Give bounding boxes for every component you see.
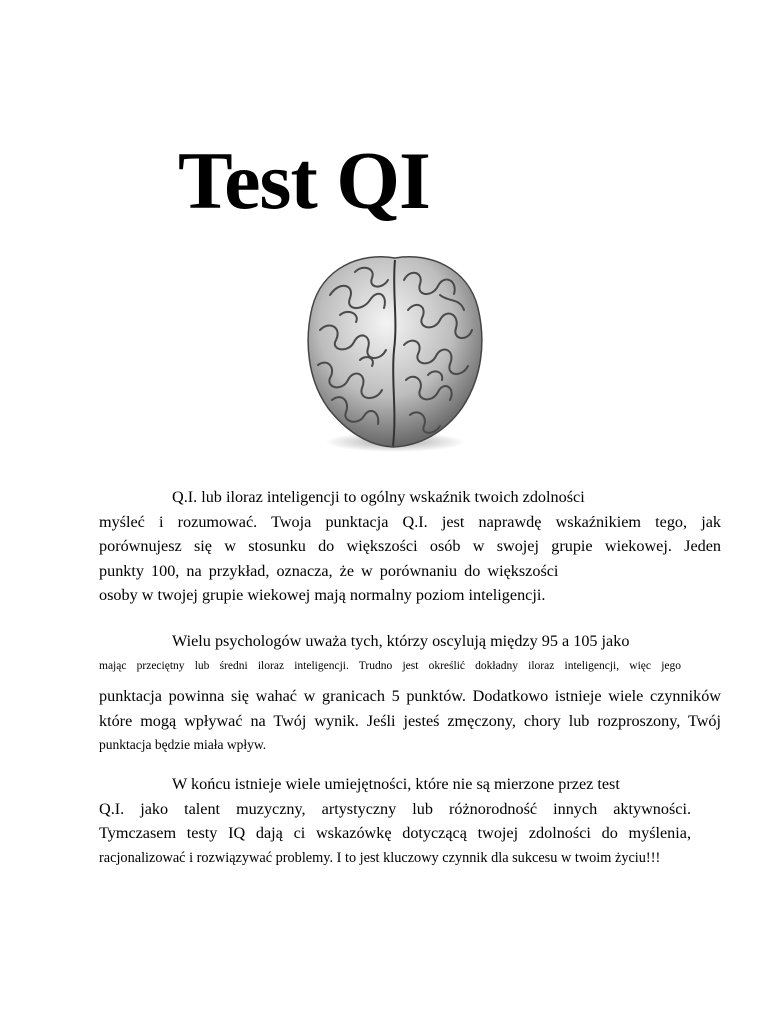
paragraph-1 xyxy=(99,485,721,608)
text-line: Q.I. lub iloraz inteligencji to ogólny wskaźnik twoich zdolności xyxy=(172,488,585,506)
text-line: punktacja będzie miała wpływ. xyxy=(99,737,267,752)
text-line: Tymczasem testy IQ dają ci wskazówkę dotyczącą twojej zdolności do myślenia, xyxy=(99,824,691,842)
brain-icon xyxy=(300,250,490,455)
text-line: myśleć i rozumować. Twoja punktacja Q.I. jest naprawdę wskaźnikiem tego, jak xyxy=(99,512,721,531)
text-line: W końcu istnieje wiele umiejętności, które nie są mierzone przez test xyxy=(172,775,620,793)
text-line: racjonalizować i rozwiązywać problemy. I to jest kluczowy czynnik dla sukcesu w twoim życiu!!! xyxy=(99,849,661,866)
text-line: które mogą wpływać na Twój wynik. Jeśli jesteś zmęczony, chory lub rozproszony, Twój xyxy=(99,711,721,730)
page-title: Test QI xyxy=(178,135,430,226)
text-line: Q.I. jako talent muzyczny, artystyczny lub różnorodność innych aktywności. xyxy=(99,799,691,818)
text-line: punktacja powinna się wahać w granicach 5 punktów. Dodatkowo istnieje wiele czynników xyxy=(99,687,721,705)
text-line: punkty 100, na przykład, oznacza, że w porównaniu do większości xyxy=(99,561,559,580)
paragraph-3 xyxy=(99,772,721,870)
text-line: Wielu psychologów uważa tych, którzy oscylują między 95 a 105 jako xyxy=(172,632,630,650)
text-line: mając przeciętny lub średni iloraz inteligencji. Trudno jest określić dokładny iloraz inteligencji, więc jego xyxy=(99,659,681,672)
text-line: porównujesz się w stosunku do większości osób w swojej grupie wiekowej. Jeden xyxy=(99,537,721,555)
paragraph-2 xyxy=(99,629,721,758)
text-line: osoby w twojej grupie wiekowej mają normalny poziom inteligencji. xyxy=(99,586,546,604)
